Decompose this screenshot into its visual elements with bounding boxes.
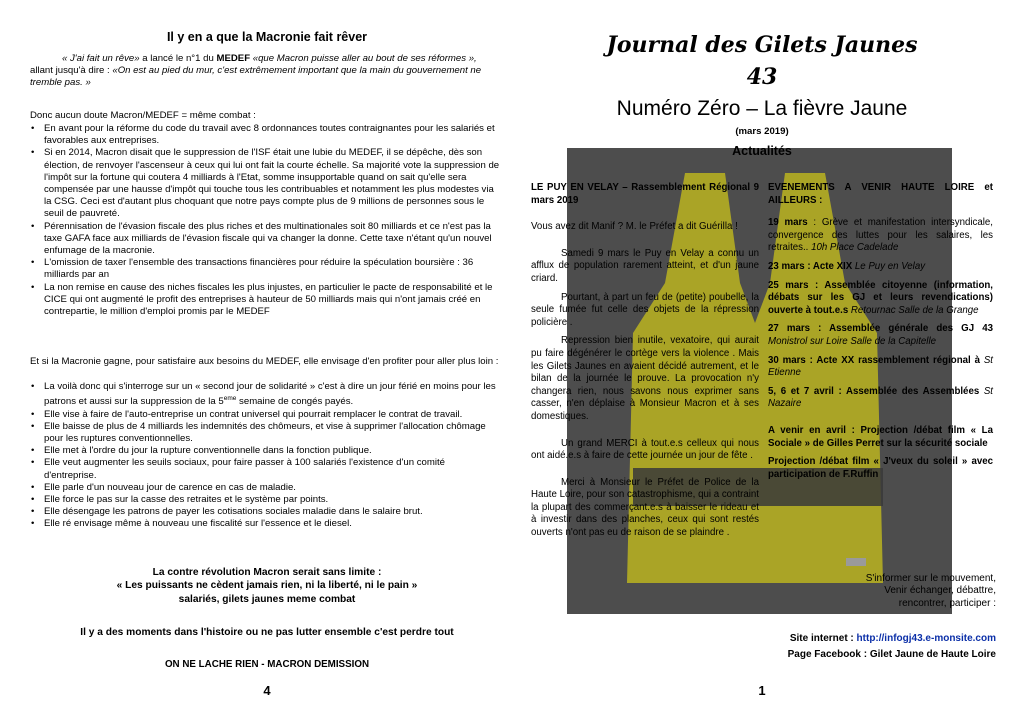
page-number-right: 1 [758,683,766,698]
journal-title-number: 43 [746,64,778,90]
website-label: Site internet : [789,633,857,644]
event-item: A venir en avril : Projection /débat film « La Sociale » de Gilles Perret sur la sécurité sociale [768,424,993,449]
issue-date: (mars 2019) [735,126,789,137]
list-item: • La non remise en cause des niches fiscales les plus injustes, en particulier le pacte de responsabilité et le CICE qui ont augmenté le profit des entreprises à hauteur de 50 milliards mais qui n'ont jamais créé en contrepartie, le million d'emploi promis par le MEDEF [30,282,500,319]
news-paragraph: Samedi 9 mars le Puy en Velay a connu un afflux de population rarement atteint, et d'un jaune criard. [531,247,759,284]
intro-medef: MEDEF [216,53,251,64]
event-item: 5, 6 et 7 avril : Assemblée des Assemblées St Nazaire [768,385,993,410]
news-paragraph: Merci à Monsieur le Préfet de Police de la Haute Loire, pour son catastrophisme, qui a contraint la plupart des commerçant.e.s à baisser le rideau et à investir dans des planches, ceux qui sont restés ouverts n'ont pas eu de raison de se plaindre . [531,476,759,539]
list-item: • Elle désengage les patrons de payer les cotisations sociales maladie dans le salaire brut. [30,506,500,518]
left-page-title: Il y en a que la Macronie fait rêver [166,30,368,44]
inform-line-1: S'informer sur le mouvement, [865,573,996,584]
news-paragraph: Pourtant, à part un feu de (petite) poubelle, la seule fumée fut celle des objets de la répression policière . [531,291,759,328]
list-item: • Elle vise à faire de l'auto-entreprise un contrat universel qui pourrait remplacer le contrat de travail. [30,409,500,421]
intro-quote-3: «On est au pied du mur, c'est extrêmement important que la main du gouvernement ne tremble pas. » [30,65,482,89]
list-item: • L'omission de taxer l'ensemble des transactions financières pour réduire la spéculation boursière : 36 milliards par an [30,257,500,281]
intro-quote-2: «que Macron puisse aller au bout de ses réformes », [250,53,477,64]
list-item: • Pérennisation de l'évasion fiscale des plus riches et des multinationales soit 80 milliards et ce n'est pas la taxe GAFA face aux milliards de l'évasion fiscale qui va changer la donne. Cette taxe n'étant qu'un nouvel enfumage de la macronie. [30,221,500,258]
moments-line: Il y a des moments dans l'histoire ou ne pas lutter ensemble c'est perdre tout [80,627,454,638]
facebook-line: Page Facebook : Gilet Jaune de Haute Loire [787,649,996,660]
issue-subtitle: Numéro Zéro – La fièvre Jaune [616,97,908,120]
website-line [640,633,996,644]
event-item: Projection /débat film « J'veux du soleil » avec participation de F.Ruffin [768,456,993,480]
intro-paragraph [30,53,502,90]
events-column [768,182,993,481]
inform-line-2: Venir échanger, débattre, [884,585,996,597]
left-page [28,0,506,724]
journal-title: Journal des Gilets Jaunes [606,32,918,58]
inform-line-3: rencontrer, participer : [898,597,996,609]
reforms-list [30,123,500,318]
section1-heading: Donc aucun doute Macron/MEDEF = même combat : [30,110,256,121]
small-mark-icon [846,558,866,566]
events-heading: EVENEMENTS A VENIR HAUTE LOIRE et AILLEURS : [768,182,993,206]
revolution-line-2: « Les puissants ne cèdent jamais rien, ni la liberté, ni le pain » [116,580,418,592]
intro-quote-1: « J'ai fait un rêve» [62,53,140,64]
revolution-line-3: salariés, gilets jaunes meme combat [178,593,356,605]
inform-block [700,573,996,610]
list-item: • Elle met à l'ordre du jour la rupture conventionnelle dans la fonction publique. [30,445,500,457]
slogan: ON NE LACHE RIEN - MACRON DEMISSION [164,659,370,670]
intro-text-2: allant jusqu'à dire : [30,65,113,77]
list-item: • Elle baisse de plus de 4 milliards les indemnités des chômeurs, et vise à supprimer l'allocation chômage pour les ruptures conventionnelles. [30,421,500,445]
event-item: 30 mars : Acte XX rassemblement régional à St Etienne [768,354,993,379]
list-item: • Elle parle d'un nouveau jour de carence en cas de maladie. [30,482,500,494]
event-item: 27 mars : Assemblée générale des GJ 43 Monistrol sur Loire Salle de la Capitelle [768,323,993,347]
list-item: • Elle veut augmenter les seuils sociaux, pour faire passer à 100 salariés l'existence d'un comité d'entreprise. [30,457,500,481]
event-item: 25 mars : Assemblée citoyenne (information, débats sur les GJ et leurs revendications) ouverte à tout.e.s Retournac Salle de la Grange [768,279,993,316]
news-column [531,182,759,540]
list-item: • Elle force le pas sur la casse des retraites et le système par points. [30,494,500,506]
section-actualites: Actualités [732,144,792,158]
intro-text-1: a lancé le n°1 du [139,53,217,64]
list-item: • Elle ré envisage même à nouveau une fiscalité sur l'essence et le diesel. [30,518,500,530]
event-item: 19 mars : Grève et manifestation intersyndicale, convergence des luttes pour les salaires, les retraites.. 10h Place Cadelade [768,217,993,254]
news-heading: LE PUY EN VELAY – Rassemblement Régional 9 mars 2019 [531,182,759,206]
list-item: • Si en 2014, Macron disait que le suppression de l'ISF était une lubie du MEDEF, il se dépêche, dès son élection, de renvoyer l'ascenseur à ceux qui lui ont fait la courte échelle. Sa majorité vote la suppression de l'impôt sur la fortune qui coutera 4 milliards à l'Etat, somme insupportable quand on sait qu'elle sera compensée par une hausse d'impôt qui touche tous les contribuables et notamment les plus modestes via la CSG. Ceci est d'autant plus choquant que notre pays compte plus de 9 millions de personnes sous le seuil de pauvreté. [30,147,500,220]
website-link[interactable]: http://infogj43.e-monsite.com [856,633,996,644]
event-item: 23 mars : Acte XIX Le Puy en Velay [768,260,926,272]
plans-list [30,381,500,531]
section2-heading: Et si la Macronie gagne, pour satisfaire aux besoins du MEDEF, elle envisage d'en profiter pour aller plus loin : [30,356,499,367]
news-paragraph: Un grand MERCI à tout.e.s celleux qui nous ont aidé.e.s à faire de cette journée un jour de fête . [531,437,759,462]
list-item: • La voilà donc qui s'interroge sur un « second jour de solidarité » c'est à dire un jour férié en moins pour les patrons et aussi sur la suppression de la 5eme semaine de congés payés. [30,381,500,409]
page-number-left: 4 [263,683,271,698]
news-paragraph: Repression bien inutile, vexatoire, qui aurait pu faire dégénérer le cortège vers la violence . Mais les Gilets Jaunes en avaient décidé autrement, et le bilan de la journée le prouve. La provocation n'y changera rien, nous savons nous exprimer sans casser, n'en déplaise à Monsieur Macron et à ses domestiques. [531,335,759,422]
list-item: • En avant pour la réforme du code du travail avec 8 ordonnances toutes contraignantes pour les salariés et favorables aux entreprises. [30,123,500,147]
revolution-line-1: La contre révolution Macron serait sans limite : [152,567,382,578]
news-paragraph: Vous avez dit Manif ? M. le Préfet a dit Guérilla ! [531,221,738,233]
revolution-block [28,566,506,606]
